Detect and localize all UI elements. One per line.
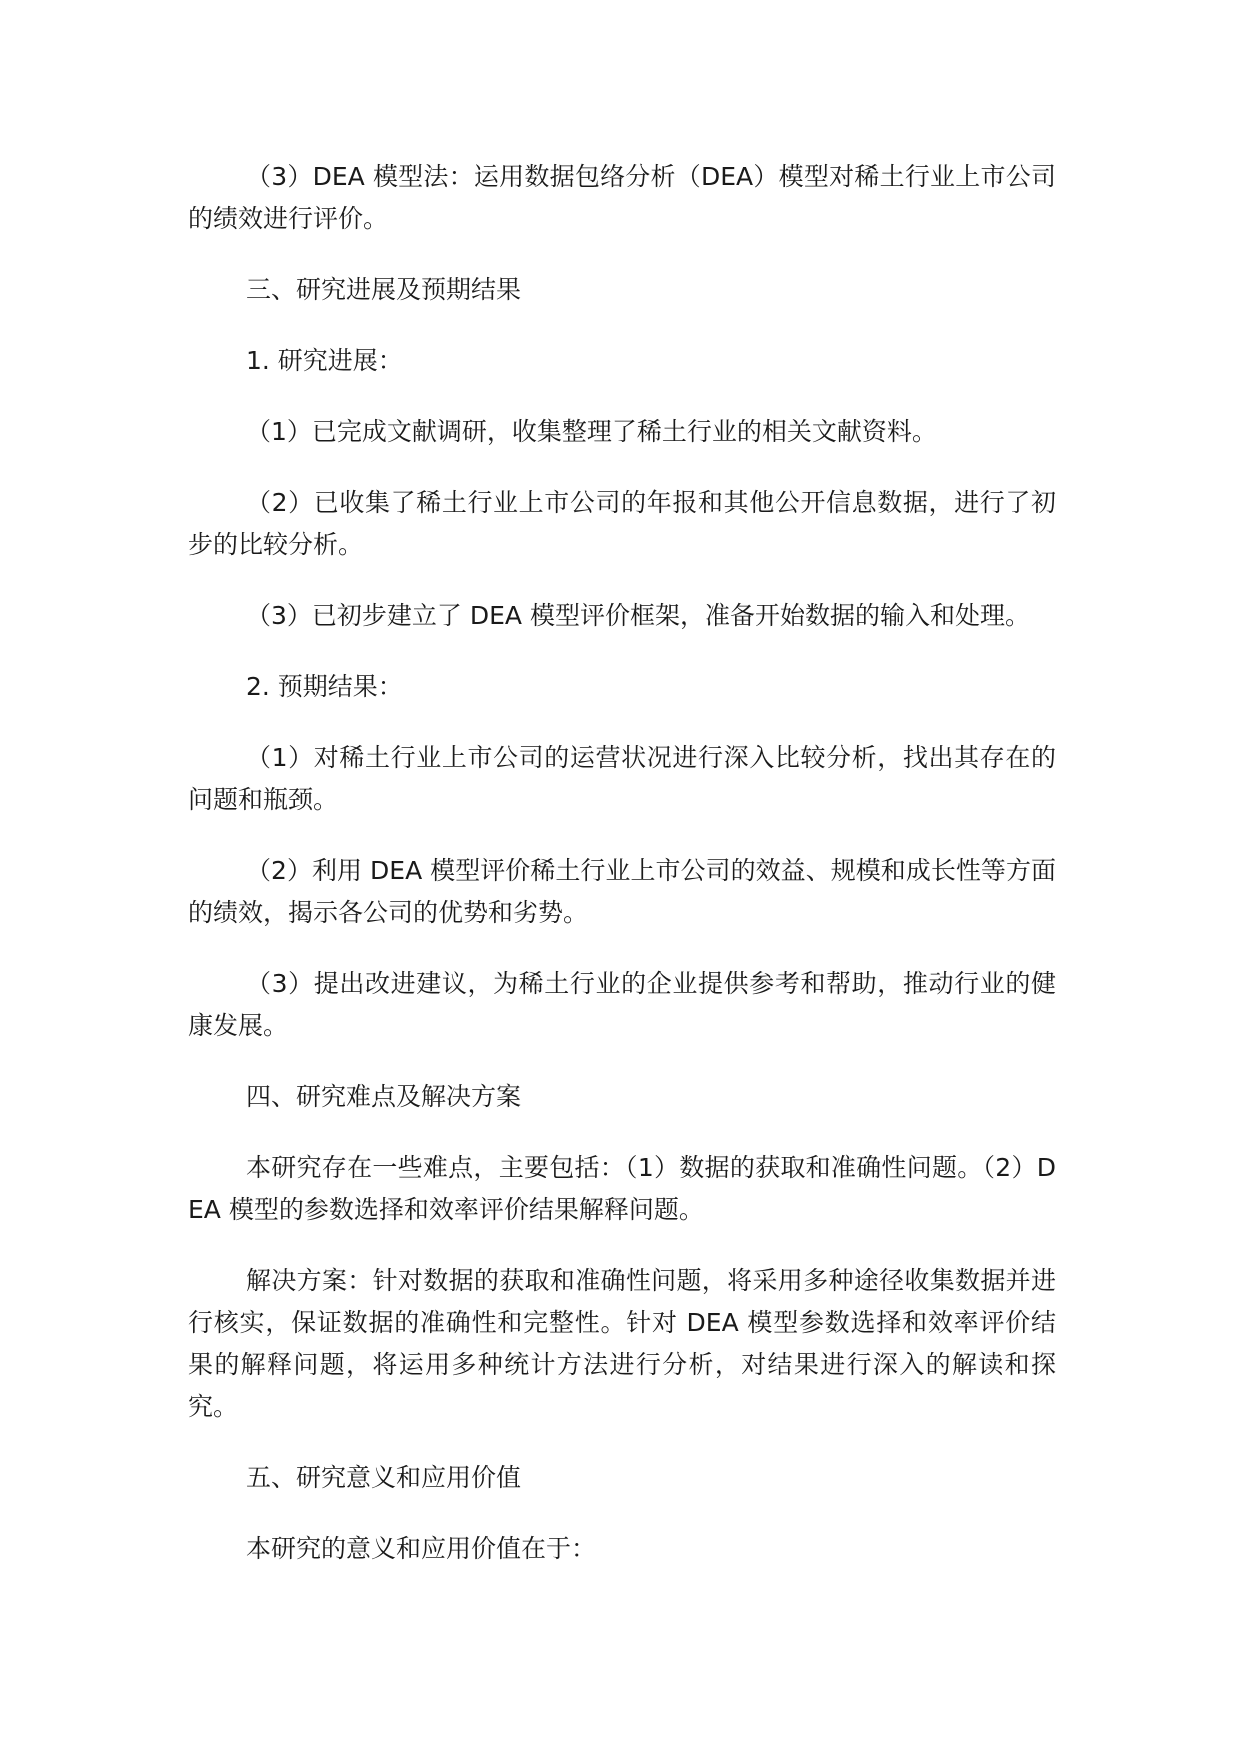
subheading-expected-results: 2. 预期结果： bbox=[246, 672, 403, 701]
paragraph-progress-3: （3）已初步建立了 DEA 模型评价框架，准备开始数据的输入和处理。 bbox=[246, 601, 1030, 630]
section-heading-progress: 三、研究进展及预期结果 bbox=[246, 275, 522, 304]
section-heading-difficulties: 四、研究难点及解决方案 bbox=[246, 1082, 522, 1111]
paragraph-significance: 本研究的意义和应用价值在于： bbox=[246, 1534, 597, 1563]
section-heading-significance: 五、研究意义和应用价值 bbox=[246, 1463, 522, 1492]
subheading-research-progress: 1. 研究进展： bbox=[246, 346, 403, 375]
paragraph-progress-2: （2）已收集了稀土行业上市公司的年报和其他公开信息数据，进行了初步的比较分析。 bbox=[188, 488, 1056, 559]
paragraph-expected-3: （3）提出改进建议，为稀土行业的企业提供参考和帮助，推动行业的健康发展。 bbox=[188, 969, 1056, 1040]
paragraph-difficulties: 本研究存在一些难点，主要包括：（1）数据的获取和准确性问题。（2）DEA 模型的参数选择和效率评价结果解释问题。 bbox=[188, 1153, 1056, 1224]
paragraph-solutions: 解决方案：针对数据的获取和准确性问题，将采用多种途径收集数据并进行核实，保证数据的准确性和完整性。针对 DEA 模型参数选择和效率评价结果的解释问题，将运用多种统计方法进行分析，对结果进行深入的解读和探究。 bbox=[188, 1266, 1056, 1421]
paragraph-dea-method: （3）DEA 模型法：运用数据包络分析（DEA）模型对稀土行业上市公司的绩效进行评价。 bbox=[188, 162, 1056, 233]
paragraph-expected-1: （1）对稀土行业上市公司的运营状况进行深入比较分析，找出其存在的问题和瓶颈。 bbox=[188, 743, 1056, 814]
paragraph-progress-1: （1）已完成文献调研，收集整理了稀土行业的相关文献资料。 bbox=[246, 417, 937, 446]
paragraph-expected-2: （2）利用 DEA 模型评价稀土行业上市公司的效益、规模和成长性等方面的绩效，揭示各公司的优势和劣势。 bbox=[188, 856, 1056, 927]
document-body bbox=[188, 156, 1056, 1599]
